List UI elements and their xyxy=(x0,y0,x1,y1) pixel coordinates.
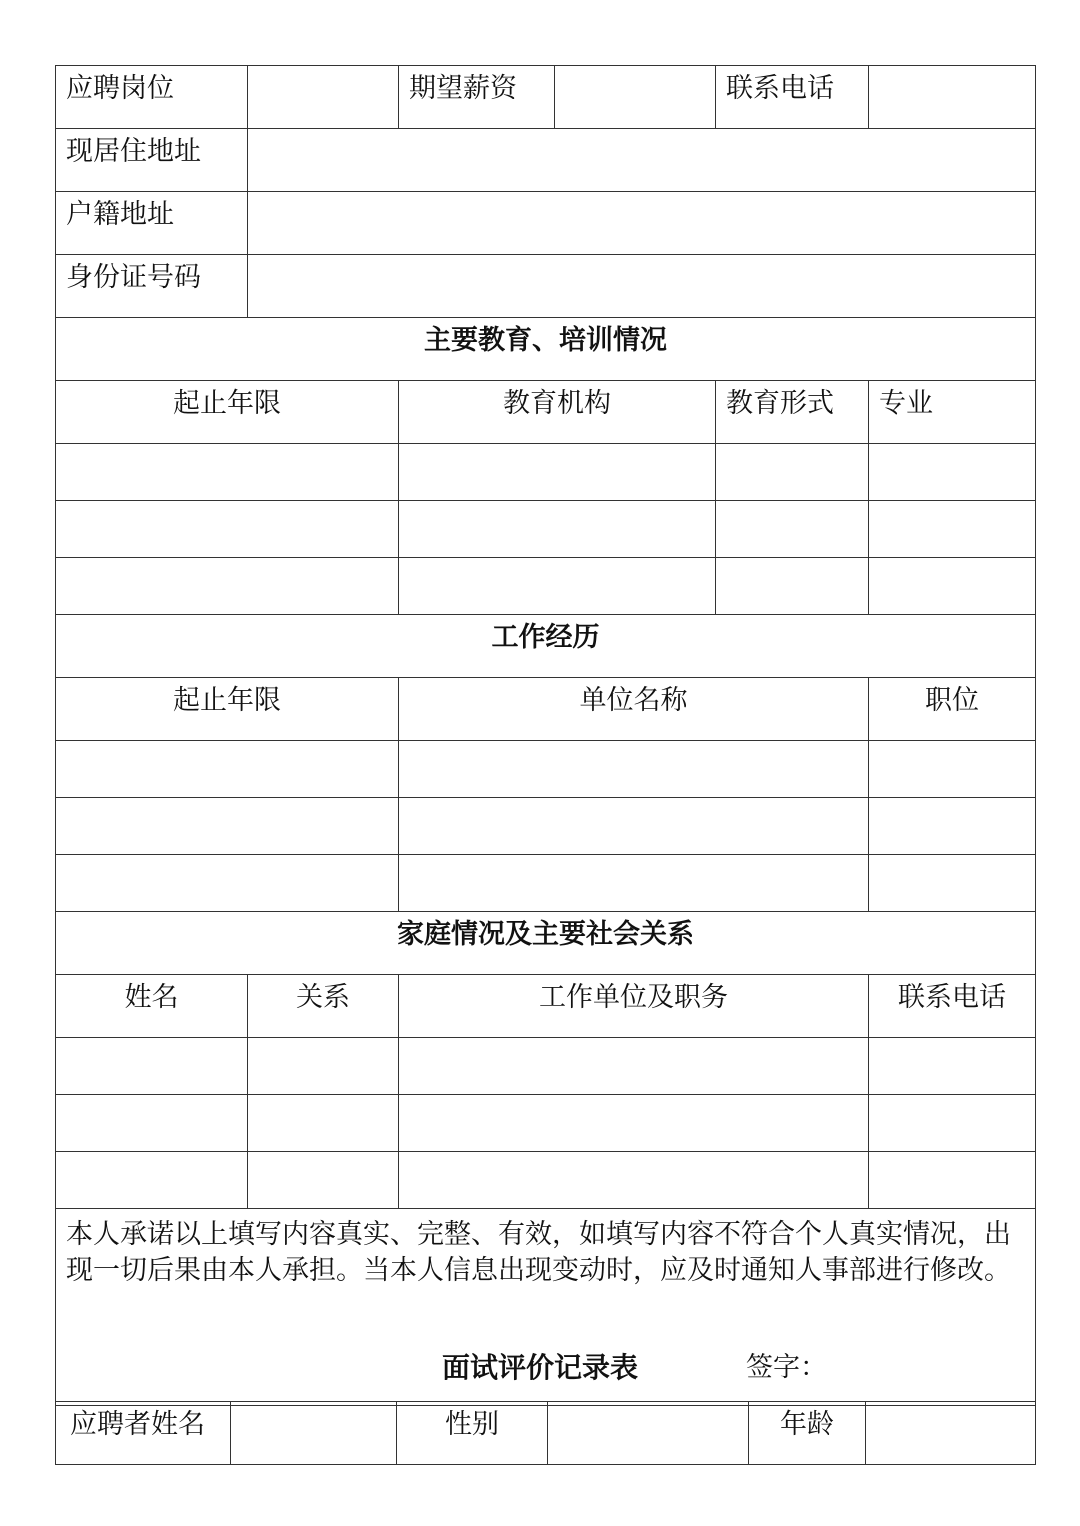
education-row xyxy=(56,501,1036,558)
education-type-cell[interactable] xyxy=(716,501,869,558)
position-field[interactable] xyxy=(248,66,399,129)
work-period-cell[interactable] xyxy=(56,741,399,798)
family-name-cell[interactable] xyxy=(56,1095,248,1152)
education-major-cell[interactable] xyxy=(869,501,1036,558)
phone-field[interactable] xyxy=(869,66,1036,129)
education-type-cell[interactable] xyxy=(716,558,869,615)
work-row xyxy=(56,798,1036,855)
education-type-cell[interactable] xyxy=(716,444,869,501)
interview-form-table xyxy=(55,1401,1036,1465)
family-relation-cell[interactable] xyxy=(248,1152,399,1209)
family-relation-cell[interactable] xyxy=(248,1038,399,1095)
interview-form-title: 面试评价记录表 xyxy=(441,1351,638,1384)
current-address-row xyxy=(56,129,1036,192)
family-row xyxy=(56,1095,1036,1152)
education-major-header: 专业 xyxy=(869,381,1036,444)
applicant-name-field[interactable] xyxy=(231,1402,397,1465)
family-phone-cell[interactable] xyxy=(869,1152,1036,1209)
work-title-cell[interactable] xyxy=(869,741,1036,798)
salary-label: 期望薪资 xyxy=(399,66,555,129)
family-employer-header: 工作单位及职务 xyxy=(399,975,869,1038)
work-company-cell[interactable] xyxy=(399,855,869,912)
family-relation-cell[interactable] xyxy=(248,1095,399,1152)
basic-info-row xyxy=(56,66,1036,129)
education-major-cell[interactable] xyxy=(869,558,1036,615)
education-institution-cell[interactable] xyxy=(399,558,716,615)
household-address-label: 户籍地址 xyxy=(56,192,248,255)
work-company-cell[interactable] xyxy=(399,798,869,855)
education-period-cell[interactable] xyxy=(56,558,399,615)
id-number-row xyxy=(56,255,1036,318)
work-period-cell[interactable] xyxy=(56,855,399,912)
work-company-header: 单位名称 xyxy=(399,678,869,741)
work-section-title: 工作经历 xyxy=(56,615,1036,678)
family-employer-cell[interactable] xyxy=(399,1152,869,1209)
education-institution-cell[interactable] xyxy=(399,444,716,501)
work-period-cell[interactable] xyxy=(56,798,399,855)
household-address-field[interactable] xyxy=(248,192,1036,255)
family-employer-cell[interactable] xyxy=(399,1095,869,1152)
education-period-cell[interactable] xyxy=(56,444,399,501)
work-header-row xyxy=(56,678,1036,741)
phone-label: 联系电话 xyxy=(716,66,869,129)
family-phone-header: 联系电话 xyxy=(869,975,1036,1038)
age-field[interactable] xyxy=(866,1402,1036,1465)
pledge-text: 本人承诺以上填写内容真实、完整、有效，如填写内容不符合个人真实情况，出现一切后果由本人承担。当本人信息出现变动时，应及时通知人事部进行修改。 xyxy=(66,1219,1011,1286)
education-institution-cell[interactable] xyxy=(399,501,716,558)
family-row xyxy=(56,1152,1036,1209)
family-section-row xyxy=(56,912,1036,975)
work-row xyxy=(56,741,1036,798)
interview-info-row xyxy=(56,1402,1036,1465)
work-section-row xyxy=(56,615,1036,678)
age-label: 年龄 xyxy=(749,1402,866,1465)
family-phone-cell[interactable] xyxy=(869,1095,1036,1152)
education-institution-header: 教育机构 xyxy=(399,381,716,444)
education-row xyxy=(56,558,1036,615)
family-header-row xyxy=(56,975,1036,1038)
education-section-title: 主要教育、培训情况 xyxy=(56,318,1036,381)
household-address-row xyxy=(56,192,1036,255)
work-row xyxy=(56,855,1036,912)
education-period-cell[interactable] xyxy=(56,501,399,558)
work-title-cell[interactable] xyxy=(869,855,1036,912)
signature-label: 签字： xyxy=(746,1352,827,1383)
work-title-header: 职位 xyxy=(869,678,1036,741)
applicant-name-label: 应聘者姓名 xyxy=(56,1402,231,1465)
gender-field[interactable] xyxy=(548,1402,749,1465)
id-number-field[interactable] xyxy=(248,255,1036,318)
education-period-header: 起止年限 xyxy=(56,381,399,444)
gender-label: 性别 xyxy=(397,1402,548,1465)
education-type-header: 教育形式 xyxy=(716,381,869,444)
education-major-cell[interactable] xyxy=(869,444,1036,501)
application-form-table xyxy=(55,65,1036,1406)
education-row xyxy=(56,444,1036,501)
salary-field[interactable] xyxy=(555,66,716,129)
family-name-header: 姓名 xyxy=(56,975,248,1038)
family-relation-header: 关系 xyxy=(248,975,399,1038)
position-label: 应聘岗位 xyxy=(56,66,248,129)
family-name-cell[interactable] xyxy=(56,1038,248,1095)
current-address-label: 现居住地址 xyxy=(56,129,248,192)
family-section-title: 家庭情况及主要社会关系 xyxy=(56,912,1036,975)
family-name-cell[interactable] xyxy=(56,1152,248,1209)
family-row xyxy=(56,1038,1036,1095)
family-phone-cell[interactable] xyxy=(869,1038,1036,1095)
current-address-field[interactable] xyxy=(248,129,1036,192)
work-period-header: 起止年限 xyxy=(56,678,399,741)
education-header-row xyxy=(56,381,1036,444)
education-section-row xyxy=(56,318,1036,381)
work-title-cell[interactable] xyxy=(869,798,1036,855)
work-company-cell[interactable] xyxy=(399,741,869,798)
family-employer-cell[interactable] xyxy=(399,1038,869,1095)
id-number-label: 身份证号码 xyxy=(56,255,248,318)
